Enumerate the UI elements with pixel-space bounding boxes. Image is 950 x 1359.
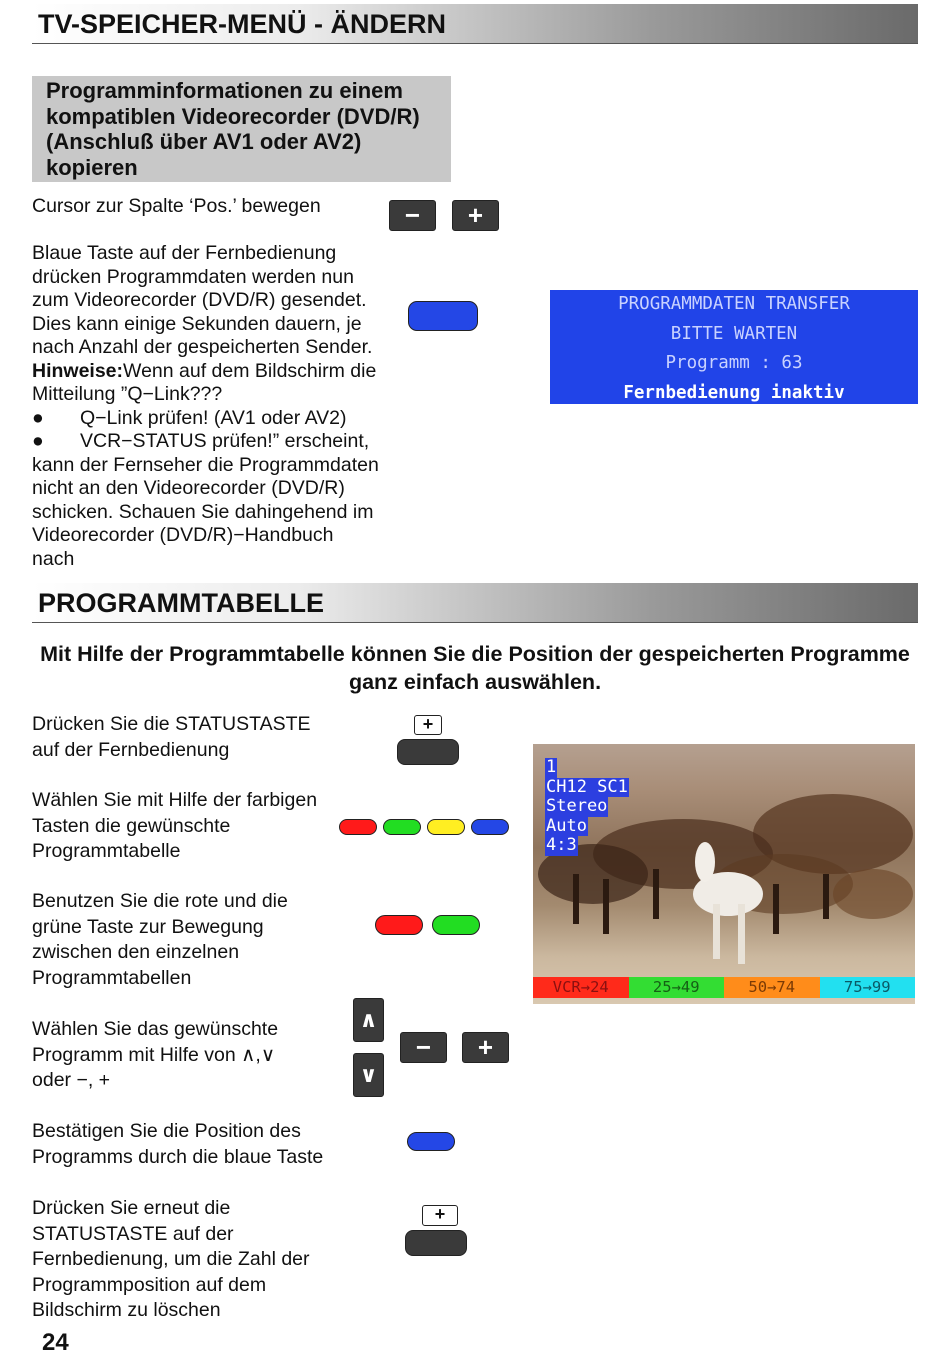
program-number: 1	[546, 757, 557, 777]
text-line: oder −, +	[32, 1069, 111, 1091]
bullet-text: VCR−STATUS prüfen!” erscheint,	[80, 430, 370, 452]
blue-button[interactable]	[471, 819, 509, 835]
step-select-program	[32, 1017, 278, 1094]
subsection-heading: Programminformationen zu einem kompatiblen Videorecorder (DVD/R) (Anschluß über AV1 oder AV2) kopieren	[32, 76, 451, 182]
text-line: Videorecorder (DVD/R)−Handbuch	[32, 524, 334, 546]
aspect-ratio: 4:3	[546, 835, 577, 855]
section-title-programmtabelle: PROGRAMMTABELLE	[32, 583, 918, 623]
step-red-green-keys	[32, 889, 288, 991]
text-line: Programmtabelle	[32, 840, 181, 862]
up-button[interactable]: ∧	[353, 998, 384, 1042]
page-number: 24	[42, 1329, 69, 1356]
text-line: STATUSTASTE auf der	[32, 1222, 234, 1245]
program-table-bar	[533, 977, 915, 998]
text-line: Drücken Sie die STATUSTASTE	[32, 713, 311, 735]
text-line: auf der Fernbedienung	[32, 738, 230, 761]
text-line: Wählen Sie mit Hilfe der farbigen	[32, 789, 318, 811]
text-line: nicht an den Videorecorder (DVD/R)	[32, 477, 345, 499]
text-line: kann der Fernseher die Programmdaten	[32, 453, 379, 476]
text-line: Dies kann einige Sekunden dauern, je	[32, 312, 362, 335]
green-button[interactable]	[383, 819, 421, 835]
plus-icon: +	[414, 715, 442, 735]
status-key-icon[interactable]	[405, 1205, 467, 1256]
bullet-text: Q−Link prüfen! (AV1 oder AV2)	[80, 406, 347, 429]
audio-mode: Stereo	[546, 796, 608, 816]
channel-label: CH12 SC1	[546, 776, 628, 797]
step-color-keys	[32, 788, 317, 865]
bullet-icon: ●	[32, 406, 44, 429]
text-line: Programms durch die blaue Taste	[32, 1145, 324, 1168]
text-line: schicken. Schauen Sie dahingehend im	[32, 500, 374, 523]
text-line: Programmtabellen	[32, 966, 192, 989]
blue-button[interactable]	[407, 1132, 455, 1151]
bullet-icon: ●	[32, 430, 44, 452]
hint-line	[32, 360, 412, 384]
osd-line: BITTE WARTEN	[670, 323, 798, 344]
text-line: Wählen Sie das gewünschte	[32, 1018, 279, 1040]
text-line: Programm mit Hilfe von ∧,∨	[32, 1043, 276, 1066]
text-line: zum Videorecorder (DVD/R) gesendet.	[32, 289, 367, 311]
plus-icon: +	[422, 1205, 458, 1226]
step-status-key	[32, 712, 311, 763]
blue-button[interactable]	[408, 301, 478, 331]
osd-line: Fernbedienung inaktiv	[623, 382, 845, 403]
yellow-button[interactable]	[427, 819, 465, 835]
text-line: Bestätigen Sie die Position des	[32, 1120, 301, 1142]
step-clear-display	[32, 1196, 310, 1324]
step-cursor-text: Cursor zur Spalte ‘Pos.’ bewegen	[32, 195, 321, 217]
intro-text: Mit Hilfe der Programmtabelle können Sie die Position der gespeicherten Programme ganz einfach auswählen.	[40, 642, 910, 694]
osd-line: Programm : 63	[665, 353, 803, 373]
bullet-item	[32, 407, 412, 431]
text-line: grüne Taste zur Bewegung	[32, 915, 264, 938]
text-line: Mitteilung ”Q−Link???	[32, 383, 223, 405]
bullet-item	[32, 430, 412, 454]
osd-line: PROGRAMMDATEN TRANSFER	[618, 294, 850, 314]
tv-screen-image	[533, 744, 915, 1004]
text-line: Tasten die gewünschte	[32, 814, 231, 837]
text-line: nach Anzahl der gespeicherten Sender.	[32, 336, 373, 358]
text-line: Benutzen Sie die rote und die	[32, 890, 288, 912]
hint-text: Wenn auf dem Bildschirm die	[123, 359, 377, 382]
section-title-tv-speicher: TV-SPEICHER-MENÜ - ÄNDERN	[32, 4, 918, 44]
text-line: Programmposition auf dem	[32, 1273, 267, 1296]
table-red[interactable]: VCR→24	[533, 977, 629, 998]
red-button[interactable]	[375, 915, 423, 935]
text-line: zwischen den einzelnen	[32, 941, 240, 963]
status-button[interactable]	[397, 739, 459, 765]
down-button[interactable]: ∨	[353, 1053, 384, 1097]
text-line: drücken Programmdaten werden nun	[32, 265, 354, 288]
transfer-osd-screen	[550, 290, 918, 404]
text-line: nach	[32, 547, 75, 570]
picture-mode: Auto	[546, 815, 587, 836]
red-button[interactable]	[339, 819, 377, 835]
step-confirm-blue	[32, 1119, 323, 1170]
plus-button[interactable]: +	[452, 200, 499, 231]
table-cyan[interactable]: 75→99	[820, 977, 916, 998]
channel-info-overlay	[545, 758, 629, 856]
minus-button[interactable]: −	[389, 200, 436, 231]
table-orange[interactable]: 50→74	[724, 977, 820, 998]
text-line: Blaue Taste auf der Fernbedienung	[32, 242, 337, 264]
minus-button[interactable]: −	[400, 1032, 447, 1063]
text-line: Bildschirm zu löschen	[32, 1299, 221, 1321]
text-line: Drücken Sie erneut die	[32, 1197, 231, 1219]
green-button[interactable]	[432, 915, 480, 935]
plus-button[interactable]: +	[462, 1032, 509, 1063]
status-key-icon[interactable]	[397, 715, 459, 765]
hint-label: Hinweise:	[32, 359, 124, 382]
status-button[interactable]	[405, 1230, 467, 1256]
table-green[interactable]: 25→49	[629, 977, 725, 998]
blue-key-instructions	[32, 242, 412, 571]
text-line: Fernbedienung, um die Zahl der	[32, 1248, 310, 1270]
